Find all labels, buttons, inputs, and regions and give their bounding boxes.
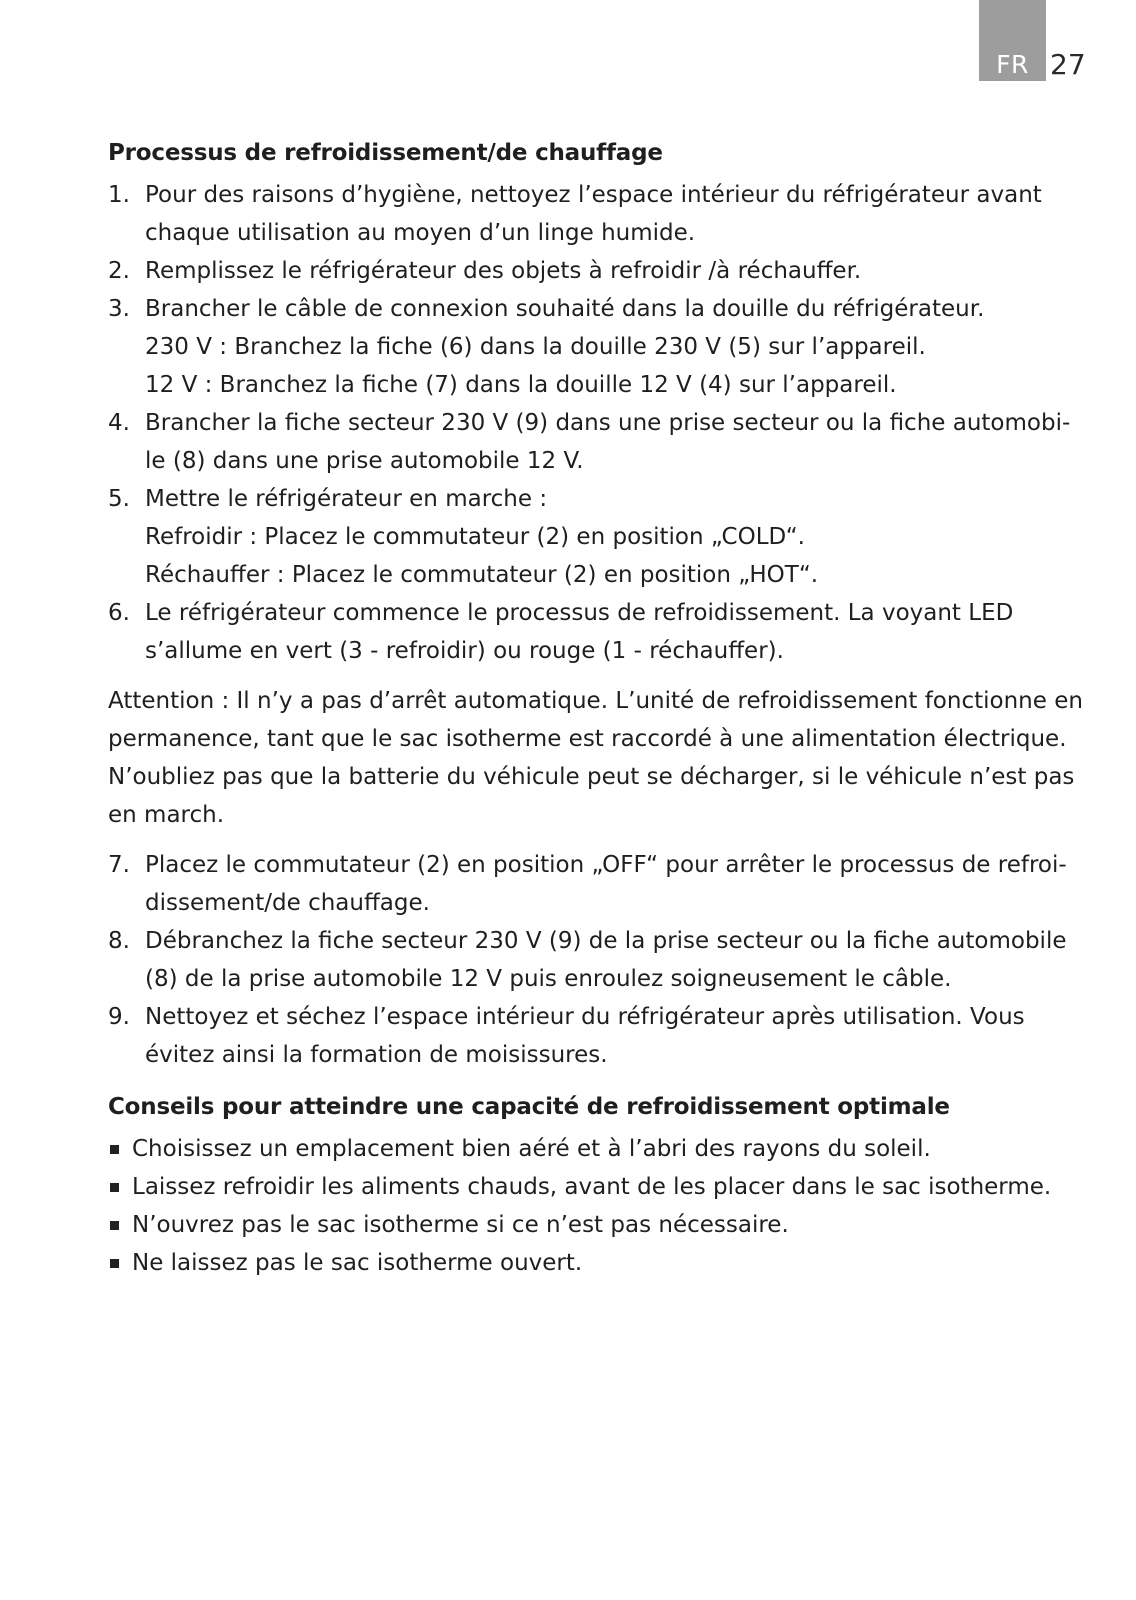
square-bullet-icon — [108, 1130, 132, 1168]
square-bullet-icon — [108, 1206, 132, 1244]
list-item — [108, 480, 1098, 594]
list-item — [108, 1130, 1098, 1168]
list-item — [108, 176, 1098, 252]
step-text — [145, 290, 1098, 404]
step-number: 4. — [108, 410, 130, 436]
step-text — [145, 594, 1098, 670]
tip-text: Ne laissez pas le sac isotherme ouvert. — [132, 1250, 583, 1276]
steps-list-continued — [108, 846, 1098, 1074]
step-number: 9. — [108, 1004, 130, 1030]
step-number: 6. — [108, 600, 130, 626]
text-line: 12 V : Branchez la fiche (7) dans la douille 12 V (4) sur l’appareil. — [145, 372, 897, 398]
page-number: 27 — [1050, 48, 1086, 81]
text-line: 230 V : Branchez la fiche (6) dans la douille 230 V (5) sur l’appareil. — [145, 334, 926, 360]
attention-note — [108, 682, 1098, 834]
text-line: permanence, tant que le sac isotherme est raccordé à une alimentation électrique. — [108, 726, 1067, 752]
step-number: 1. — [108, 182, 130, 208]
list-item — [108, 404, 1098, 480]
list-item — [108, 290, 1098, 404]
text-line: le (8) dans une prise automobile 12 V. — [145, 448, 584, 474]
text-line: Refroidir : Placez le commutateur (2) en position „COLD“. — [145, 524, 805, 550]
text-line: évitez ainsi la formation de moisissures. — [145, 1042, 608, 1068]
step-text — [145, 480, 1098, 594]
text-line: en march. — [108, 802, 225, 828]
step-number: 5. — [108, 486, 130, 512]
text-line: Brancher le câble de connexion souhaité dans la douille du réfrigérateur. — [145, 296, 985, 322]
step-text — [145, 846, 1098, 922]
text-line: Pour des raisons d’hygiène, nettoyez l’espace intérieur du réfrigérateur avant — [145, 182, 1042, 208]
section-title-process: Processus de refroidissement/de chauffage — [108, 140, 663, 166]
step-number: 8. — [108, 928, 130, 954]
list-item — [108, 252, 1098, 290]
language-tab — [979, 0, 1046, 81]
square-bullet-icon — [108, 1168, 132, 1206]
section-title-tips: Conseils pour atteindre une capacité de refroidissement optimale — [108, 1094, 950, 1120]
tip-text: N’ouvrez pas le sac isotherme si ce n’est pas nécessaire. — [132, 1212, 789, 1238]
tip-text: Laissez refroidir les aliments chauds, avant de les placer dans le sac isotherme. — [132, 1174, 1052, 1200]
square-bullet-icon — [108, 1244, 132, 1282]
steps-list — [108, 176, 1098, 670]
step-text — [145, 998, 1098, 1074]
text-line: (8) de la prise automobile 12 V puis enroulez soigneusement le câble. — [145, 966, 952, 992]
step-text — [145, 176, 1098, 252]
step-text — [145, 404, 1098, 480]
language-label: FR — [996, 50, 1029, 79]
list-item — [108, 1168, 1098, 1206]
step-text — [145, 252, 1098, 290]
text-line: Placez le commutateur (2) en position „OFF“ pour arrêter le processus de refroi- — [145, 852, 1067, 878]
text-line: Le réfrigérateur commence le processus de refroidissement. La voyant LED — [145, 600, 1014, 626]
list-item — [108, 846, 1098, 922]
text-line: Remplissez le réfrigérateur des objets à refroidir /à réchauffer. — [145, 258, 862, 284]
text-line: Brancher la fiche secteur 230 V (9) dans une prise secteur ou la fiche automobi- — [145, 410, 1071, 436]
text-line: N’oubliez pas que la batterie du véhicule peut se décharger, si le véhicule n’est pas — [108, 764, 1075, 790]
text-line: chaque utilisation au moyen d’un linge humide. — [145, 220, 696, 246]
list-item — [108, 922, 1098, 998]
list-item — [108, 1244, 1098, 1282]
step-number: 7. — [108, 852, 130, 878]
text-line: Débranchez la fiche secteur 230 V (9) de la prise secteur ou la fiche automobile — [145, 928, 1067, 954]
page-content — [108, 136, 1098, 1282]
step-number: 3. — [108, 296, 130, 322]
text-line: Attention : Il n’y a pas d’arrêt automatique. L’unité de refroidissement fonctionne en — [108, 688, 1083, 714]
list-item — [108, 594, 1098, 670]
text-line: dissement/de chauffage. — [145, 890, 430, 916]
text-line: Nettoyez et séchez l’espace intérieur du réfrigérateur après utilisation. Vous — [145, 1004, 1025, 1030]
step-text — [145, 922, 1098, 998]
text-line: s’allume en vert (3 - refroidir) ou rouge (1 - réchauffer). — [145, 638, 784, 664]
step-number: 2. — [108, 258, 130, 284]
text-line: Mettre le réfrigérateur en marche : — [145, 486, 548, 512]
text-line: Réchauffer : Placez le commutateur (2) en position „HOT“. — [145, 562, 819, 588]
list-item — [108, 1206, 1098, 1244]
tip-text: Choisissez un emplacement bien aéré et à l’abri des rayons du soleil. — [132, 1136, 931, 1162]
list-item — [108, 998, 1098, 1074]
tips-list — [108, 1130, 1098, 1282]
